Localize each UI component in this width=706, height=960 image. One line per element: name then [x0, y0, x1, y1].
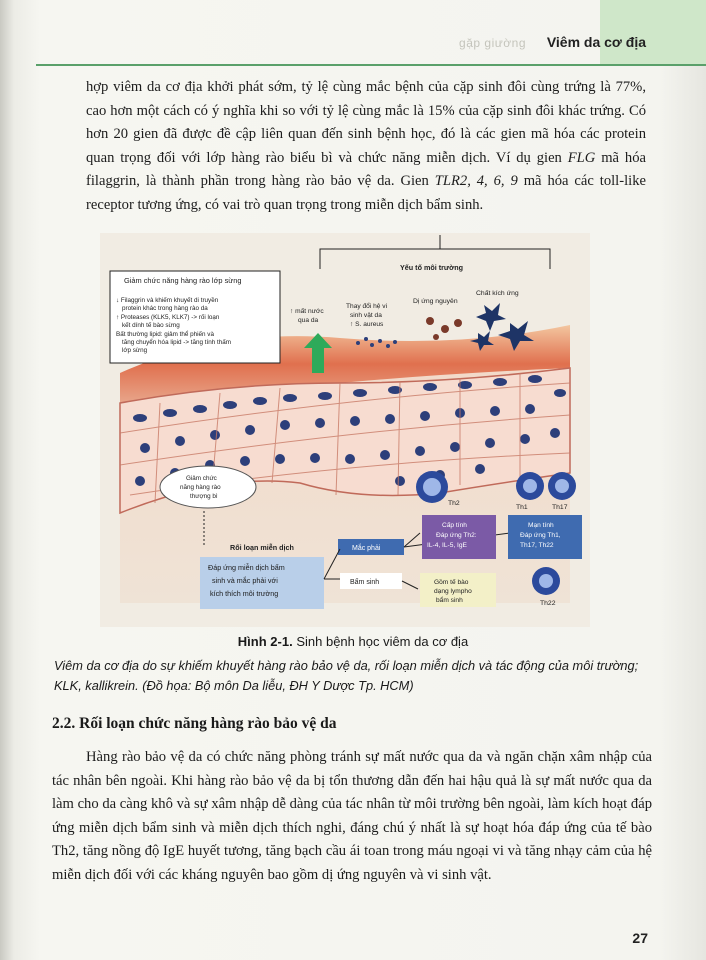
svg-text:↑ S. aureus: ↑ S. aureus	[350, 321, 384, 328]
section-heading: 2.2. Rối loạn chức năng hàng rào bảo vệ da	[52, 715, 337, 732]
barrier-line: kết dính tế bào sừng	[122, 322, 180, 329]
figure-caption-title: Hình 2-1. Sinh bệnh học viêm da cơ địa	[237, 634, 469, 649]
page-number: 27	[632, 930, 648, 946]
th22-cell	[532, 567, 560, 595]
header-color-tab	[600, 0, 706, 66]
svg-text:kích thích môi trường: kích thích môi trường	[210, 589, 279, 598]
barrier-line: ↑ Proteases (KLK5, KLK7) -> rối loạn	[116, 314, 220, 321]
svg-text:qua da: qua da	[298, 317, 319, 324]
svg-text:Th2: Th2	[448, 500, 460, 507]
header-bleedthrough: gặp giường	[459, 36, 526, 50]
allergen-label: Dị ứng nguyên	[413, 298, 458, 305]
acquired-label: Mắc phải	[352, 545, 381, 552]
innate-label: Bẩm sinh	[350, 579, 380, 586]
svg-text:Th17: Th17	[552, 504, 568, 511]
svg-text:Đáp ứng Th2:: Đáp ứng Th2:	[436, 532, 477, 539]
barrier-title: Giảm chức năng hàng rào lớp sừng	[124, 276, 242, 285]
th2-cell	[416, 471, 448, 503]
barrier-line: Bất thường lipid: giảm thể phiến và	[116, 331, 214, 338]
microbiome-label: Thay đổi hệ vi	[346, 303, 388, 310]
svg-text:sinh và mắc phải với: sinh và mắc phải với	[212, 576, 278, 585]
svg-text:bẩm sinh: bẩm sinh	[436, 597, 463, 604]
svg-text:năng hàng rào: năng hàng rào	[180, 484, 221, 491]
svg-text:dạng lympho: dạng lympho	[434, 588, 472, 595]
svg-text:Gồm tế bào: Gồm tế bào	[434, 579, 469, 586]
th1-cell	[516, 472, 544, 500]
intro-paragraph: hợp viêm da cơ địa khởi phát sớm, tỷ lệ cùng mắc bệnh của cặp sinh đôi cùng trứng là 77%, cao hơn một cách có ý nghĩa khi so với tỷ lệ cùng mắc là 15% của cặp sinh đôi khác trứng. Có hơn 20 gien đã được đề cập liên quan đến sinh bệnh học, đó là các gien mã hóa các protein quan trọng đối với lớp hàng rào biểu bì và chức năng miễn dịch. Ví dụ gien FLG mã hóa filaggrin, là thành phần trong hàng rào bảo vệ da. Gien TLR2, 4, 6, 9 mã hóa các toll-like receptor tương ứng, có vai trò quan trọng trong miễn dịch bẩm sinh.	[86, 79, 646, 213]
svg-text:Đáp ứng Th1,: Đáp ứng Th1,	[520, 532, 561, 539]
env-title: Yếu tố môi trường	[400, 263, 464, 272]
irritant-label: Chất kích ứng	[476, 290, 519, 297]
barrier-line: tăng chuyển hóa lipid -> tăng tính thấm	[122, 339, 232, 346]
barrier-line: ↓ Filaggrin và khiếm khuyết di truyền	[116, 297, 219, 304]
svg-text:Th1: Th1	[516, 504, 528, 511]
svg-text:Mạn tính: Mạn tính	[528, 522, 554, 529]
water-loss-label: ↑ mất nước	[290, 308, 324, 315]
svg-text:Th17, Th22: Th17, Th22	[520, 542, 554, 549]
svg-text:Đáp ứng miễn dịch bẩm: Đáp ứng miễn dịch bẩm	[208, 563, 285, 572]
running-header: Viêm da cơ địa	[546, 34, 646, 50]
figure-caption-description: Viêm da cơ địa do sự khiếm khuyết hàng rào bảo vệ da, rối loạn miễn dịch và tác động của môi trường; KLK, kallikrein. (Đồ họa: Bộ môn Da liễu, ĐH Y Dược Tp. HCM)	[54, 658, 639, 693]
reduced-barrier-label: Giảm chức	[186, 475, 217, 482]
svg-text:IL-4, IL-5, IgE: IL-4, IL-5, IgE	[427, 542, 467, 549]
svg-text:Cấp tính: Cấp tính	[442, 522, 467, 529]
section-body: Hàng rào bảo vệ da có chức năng phòng tránh sự mất nước qua da và ngăn chặn xâm nhập của tác nhân bên ngoài. Khi hàng rào bảo vệ da bị tổn thương dẫn đến hai hậu quả là sự mất nước qua da làm cho da càng khô và sự xâm nhập dễ dàng của tác nhân từ môi trường bên ngoài, làm kích hoạt đáp ứng miễn dịch bẩm sinh và miễn dịch thích nghi, đáng chú ý nhất là sự hoạt hóa đáp ứng của tế bào Th2, tăng nồng độ IgE huyết tương, tăng bạch cầu ái toan trong máu ngoại vi và tăng nhạy cảm của hệ miễn dịch đối với các kháng nguyên bao gồm dị ứng nguyên và vi sinh vật.	[52, 749, 652, 883]
header-rule	[36, 64, 706, 66]
th17-cell	[548, 472, 576, 500]
barrier-line: lớp sừng	[122, 347, 148, 354]
immune-title: Rối loạn miễn dịch	[230, 543, 294, 552]
svg-text:Th22: Th22	[540, 600, 556, 607]
svg-text:sinh vật da: sinh vật da	[350, 312, 382, 319]
pathogenesis-figure	[100, 233, 590, 627]
barrier-line: protein khác trong hàng rào da	[122, 305, 208, 312]
svg-text:thượng bì: thượng bì	[190, 493, 218, 500]
